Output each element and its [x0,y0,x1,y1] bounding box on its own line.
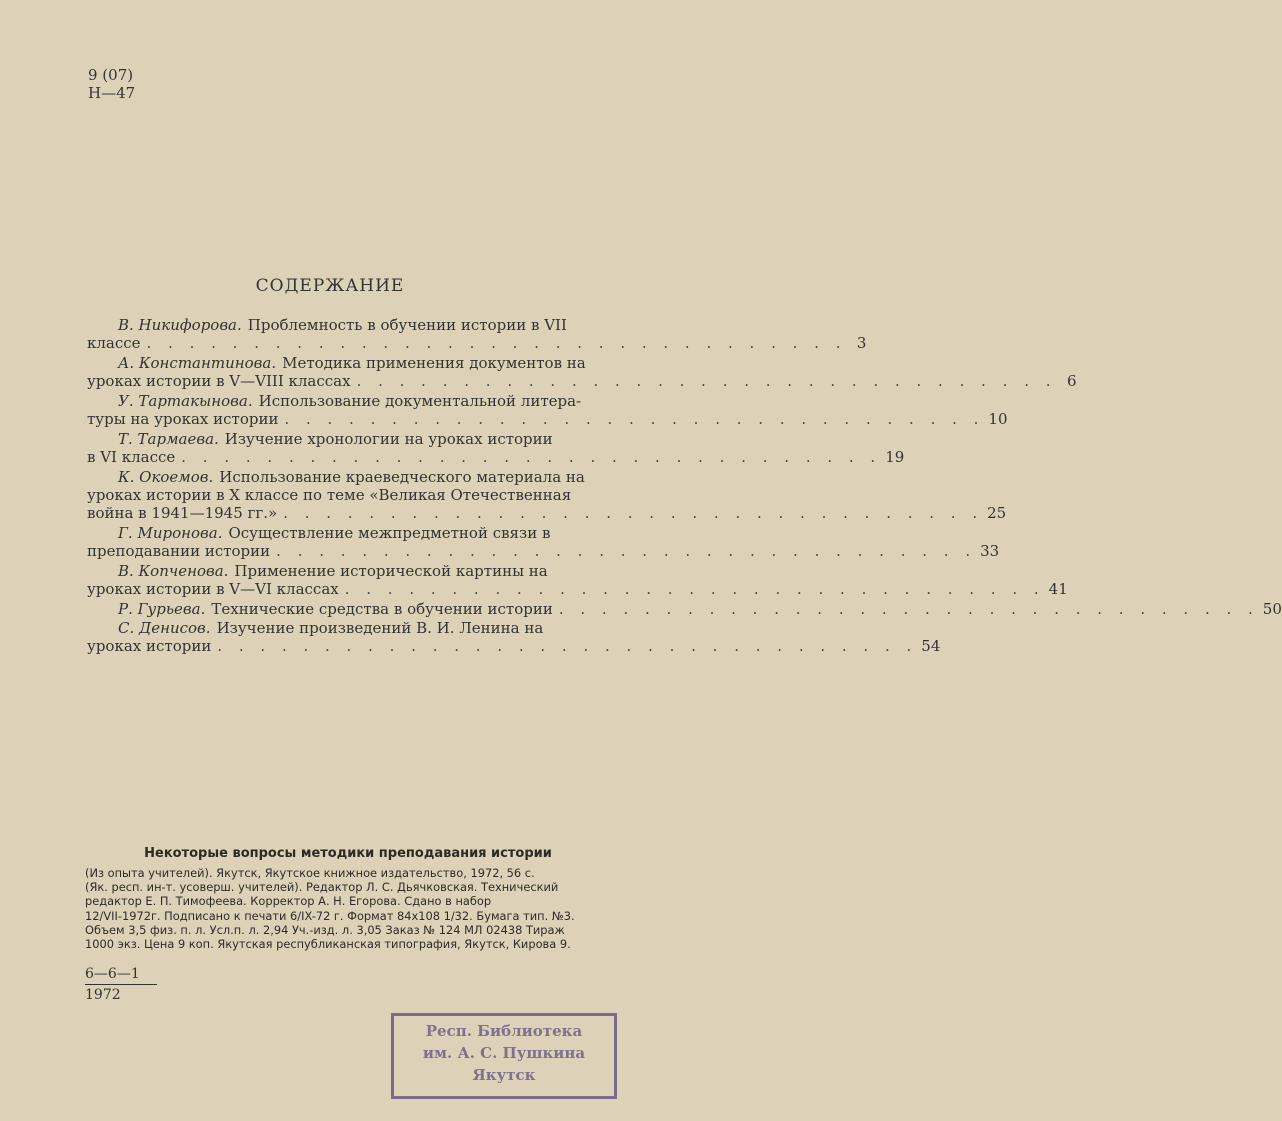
toc-entry [87,619,941,656]
toc-entry-first-line [87,354,627,372]
toc-page-number: 3 [856,334,867,353]
toc-title-text: в VI классе [87,447,176,466]
toc-entry-last-line [87,334,867,353]
toc-entry [87,599,1282,618]
toc-entry-last-line [87,410,1008,429]
stamp-line: им. А. С. Пушкина [422,1044,586,1062]
toc-title-text: Осуществление межпредметной связи в [228,523,551,542]
index-code-rule [85,984,157,985]
toc-leader-dots: . . . . . . . . . . . . . . . . . . . . . . . . . . . . . . . . . [344,579,1045,598]
toc-page-number: 33 [980,541,1000,560]
toc-entry [87,429,905,466]
toc-title-text: Изучение хронологии на уроках истории [224,429,553,448]
toc-title-text: туры на уроках истории [87,410,279,429]
toc-leader-dots: . . . . . . . . . . . . . . . . . . . . . . . . . . . . . . . . . [356,372,1057,391]
udk-line-2: Н—47 [88,84,136,102]
toc-leader-dots: . . . . . . . . . . . . . . . . . . . . . . . . . . . . . . . . . [276,541,977,560]
toc-entry-last-line [87,504,1007,523]
toc-leader-dots: . . . . . . . . . . . . . . . . . . . . . . . . . . . . . . . . . [558,599,1259,618]
toc-title: СОДЕРЖАНИЕ [255,276,405,296]
toc-author: Р. Гурьева. [118,599,206,618]
toc-leader-dots: . . . . . . . . . . . . . . . . . . . . . . . . . . . . . . . . . [283,504,984,523]
toc-page-number: 6 [1066,372,1077,391]
toc-title-text: Применение исторической картины на [234,561,548,580]
toc-entry-first-line [87,392,627,410]
toc-entry-last-line [87,541,1000,560]
toc-title-text: классе [87,334,141,353]
toc-author: У. Тартакынова. [118,391,253,410]
toc-title-text: война в 1941—1945 гг.» [87,504,278,523]
toc-author: А. Константинова. [118,353,277,372]
library-stamp [391,1013,617,1099]
colophon-line: (Из опыта учителей). Якутск, Якутское книжное издательство, 1972, 56 с. [85,866,535,880]
toc-leader-dots: . . . . . . . . . . . . . . . . . . . . . . . . . . . . . . . . . [181,447,882,466]
toc-title-text: уроках истории в V—VIII классах [87,372,351,391]
toc-entry [87,561,1068,598]
toc-title-text: Технические средства в обучении истории [211,599,553,618]
toc-title-text: уроках истории [87,637,212,656]
index-code [85,966,157,1003]
toc-title-text: уроках истории в V—VI классах [87,579,339,598]
toc-entry [87,467,1007,523]
colophon [85,866,657,951]
toc-page-number: 50 [1262,599,1282,618]
toc-title-text: Использование документальной литера- [258,391,582,410]
toc-title-text: Проблемность в обучении истории в VII [247,316,567,334]
toc-entry-first-line [87,562,627,580]
toc-entry-first-line [87,524,627,542]
udk-code [88,66,135,102]
toc-author: В. Копченова. [118,561,229,580]
toc-author: Г. Миронова. [118,523,223,542]
toc-page-number: 54 [921,637,941,656]
colophon-line: Объем 3,5 физ. п. л. Усл.п. л. 2,94 Уч.-изд. л. 3,05 Заказ № 124 МЛ 02438 Тираж [85,922,565,937]
toc-entry-last-line [87,447,905,466]
toc-entry-first-line [87,619,627,637]
toc-author: К. Окоемов. [118,467,214,486]
toc-title-text: Методика применения документов на [282,353,586,372]
toc-entry [87,316,867,353]
toc-page-number: 25 [987,504,1007,523]
toc-author: С. Денисов. [118,619,211,638]
index-code-top: 6—6—1 [85,966,140,982]
toc-entry-first-line [87,430,627,448]
toc-leader-dots: . . . . . . . . . . . . . . . . . . . . . . . . . . . . . . . . . [284,410,985,429]
colophon-line: 12/VII-1972г. Подписано к печати 6/IX-72 г. Формат 84x108 1/32. Бумага тип. №3. [85,908,575,923]
toc-entry [87,353,1077,391]
toc-entry [87,523,1000,560]
toc-leader-dots: . . . . . . . . . . . . . . . . . . . . . . . . . . . . . . . . . [146,334,847,353]
stamp-line: Якутск [472,1066,536,1084]
toc-title-text: Изучение произведений В. И. Ленина на [216,619,544,638]
toc-entry-last-line [87,372,1077,391]
colophon-line: 1000 экз. Цена 9 коп. Якутская республиканская типография, Якутск, Кирова 9. [85,937,571,952]
toc-title-text: преподавании истории [87,541,271,560]
colophon-line: редактор Е. П. Тимофеева. Корректор А. Н. Егорова. Сдано в набор [85,894,492,909]
toc-entry-last-line [87,579,1068,598]
toc-entry-continuation: уроках истории в X классе по теме «Великая Отечественная [87,485,572,504]
index-code-year: 1972 [85,987,121,1003]
toc-page-number: 19 [885,447,905,466]
toc-page-number: 41 [1048,579,1068,598]
toc-title-text: Использование краеведческого материала на [219,467,585,486]
udk-line-1: 9 (07) [88,66,134,84]
colophon-title: Некоторые вопросы методики преподавания истории [144,846,552,861]
toc-entry-last-line [87,637,941,656]
toc-entry-first-line [87,599,1282,618]
toc-entry-first-line [87,468,627,486]
toc-leader-dots: . . . . . . . . . . . . . . . . . . . . . . . . . . . . . . . . . [217,637,918,656]
toc-page-number: 10 [988,410,1008,429]
toc-author: Т. Тармаева. [118,429,219,448]
toc-author: В. Никифорова. [118,316,242,334]
toc-entry-first-line [87,316,627,334]
colophon-line: (Як. респ. ин-т. усоверш. учителей). Редактор Л. С. Дьячковская. Технический [85,880,559,895]
toc-entry [87,391,1008,429]
table-of-contents [87,316,1282,657]
stamp-line: Респ. Библиотека [425,1022,583,1040]
